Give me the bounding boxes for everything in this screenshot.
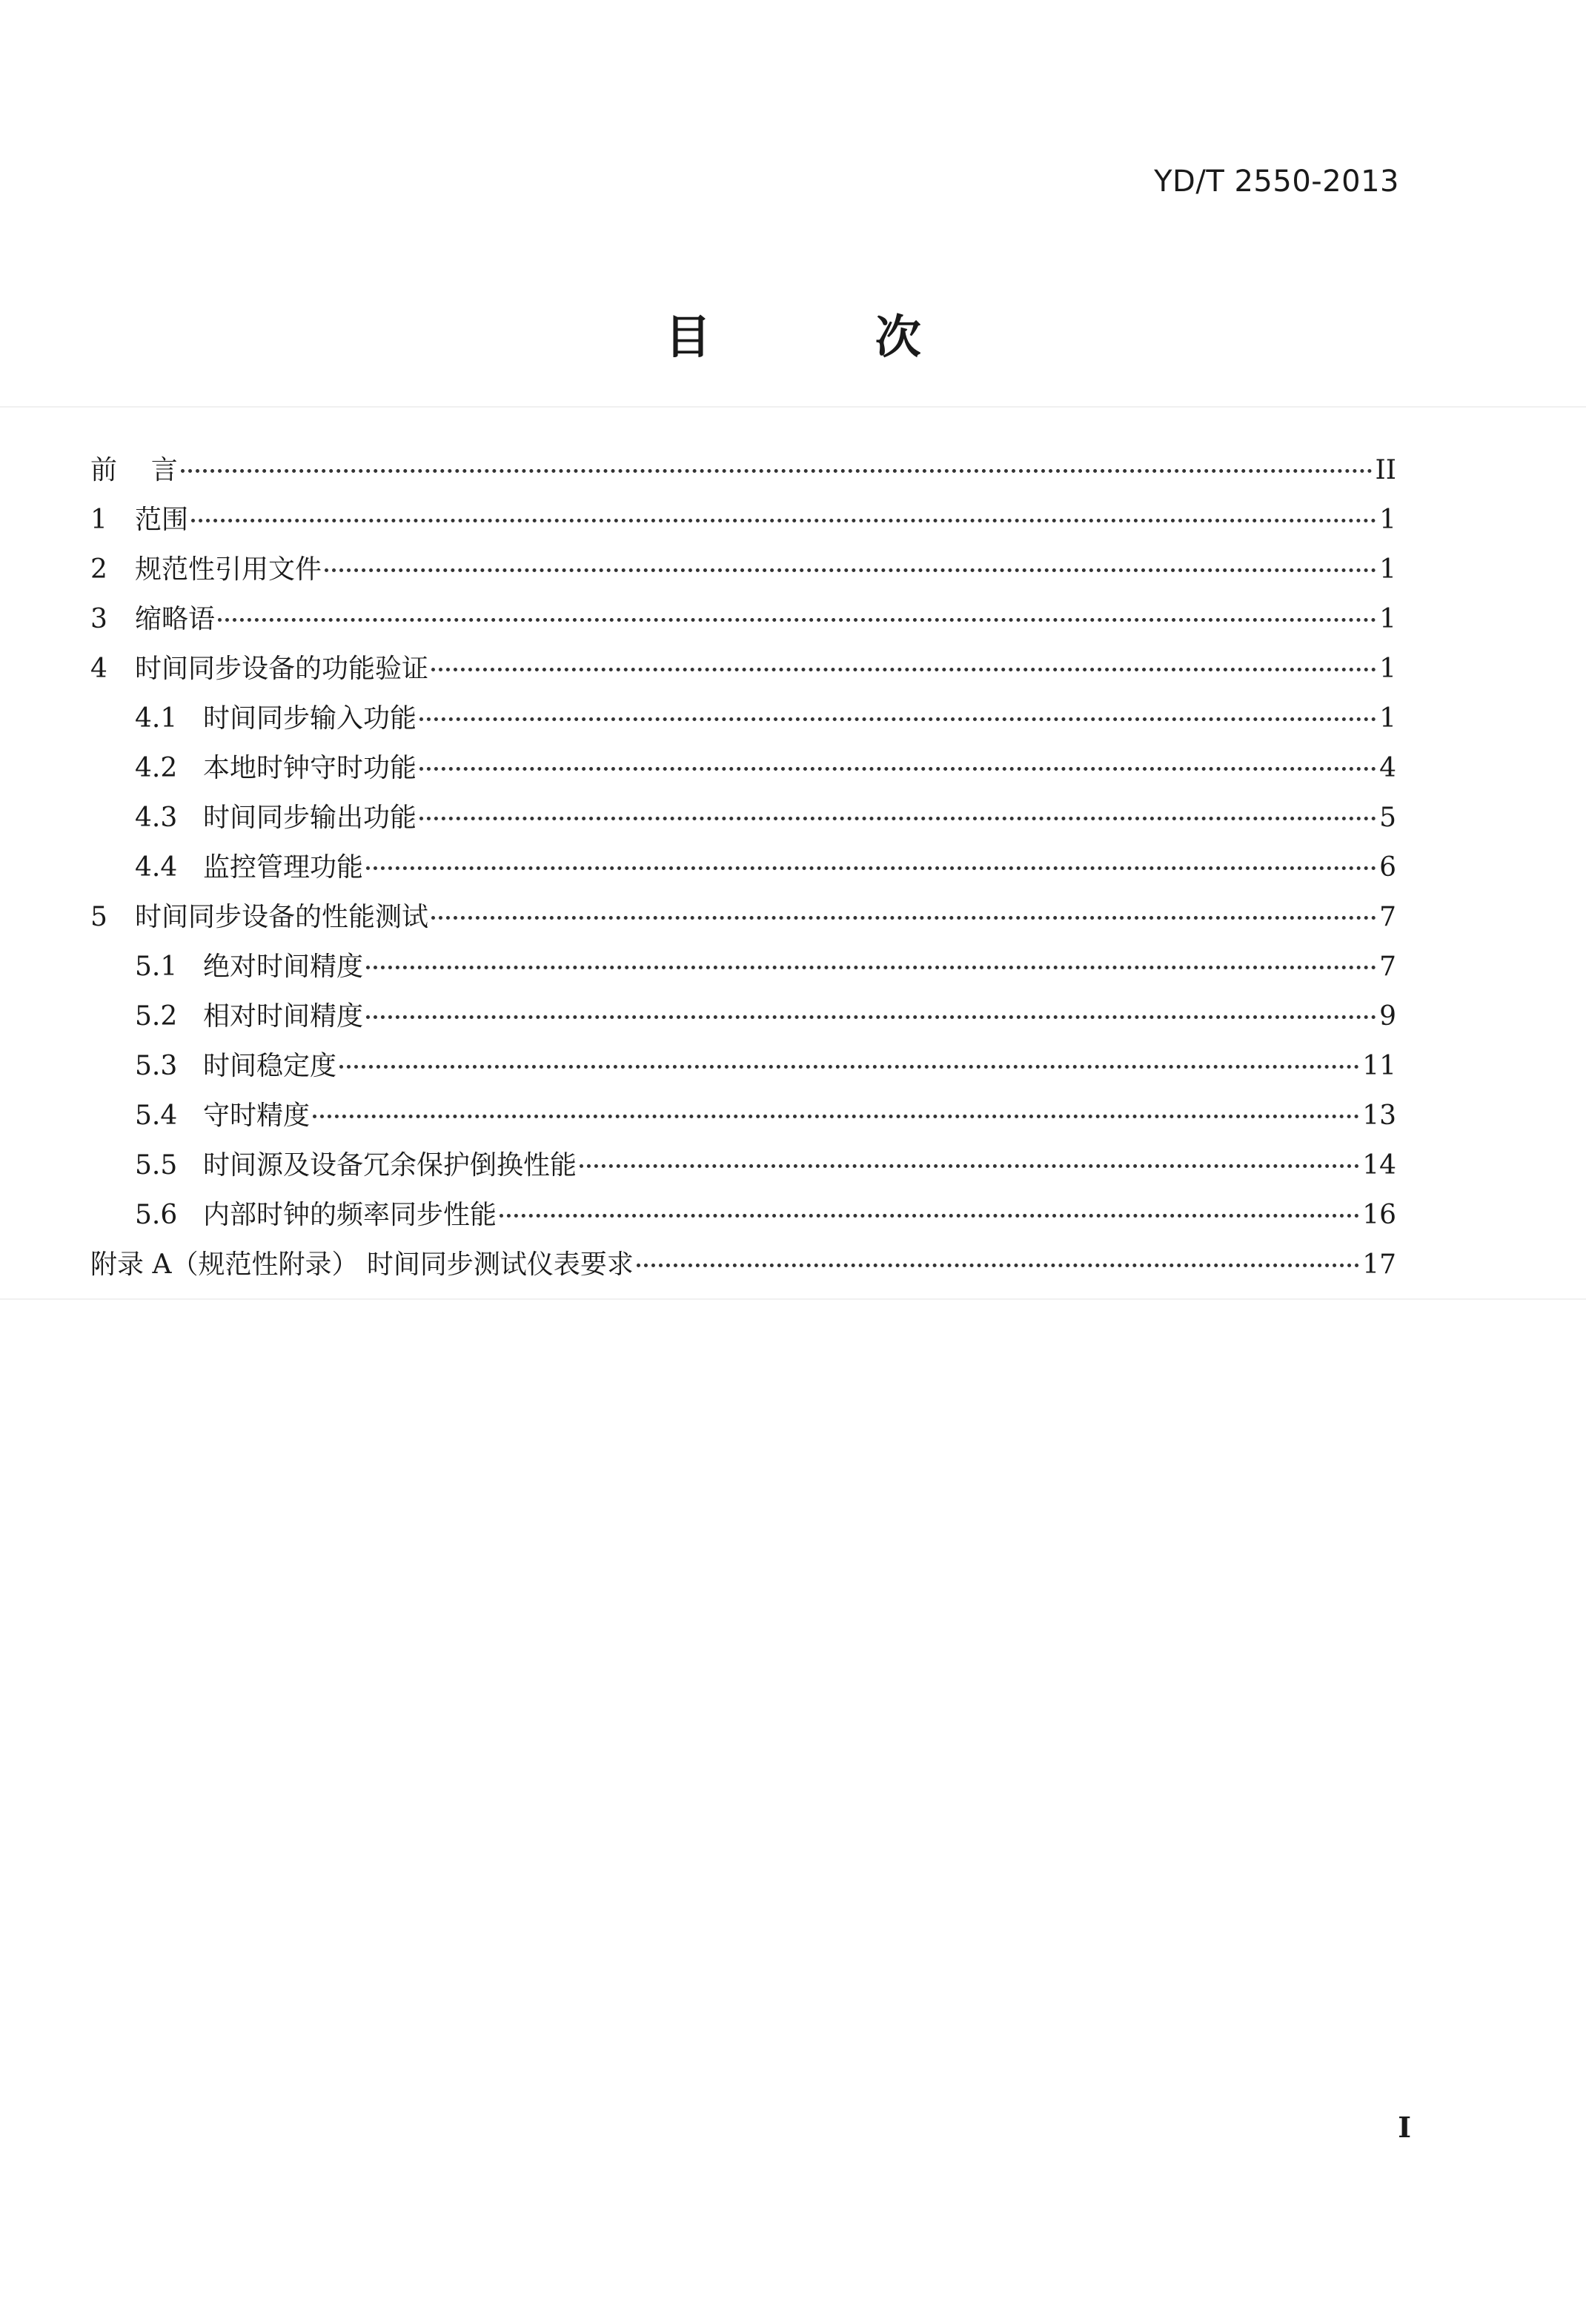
toc-entry-label: 附录 A（规范性附录） 时间同步测试仪表要求: [90, 1249, 634, 1280]
toc-entry[interactable]: [90, 1091, 1396, 1141]
dot-leader: [181, 469, 1373, 473]
toc-entry-page: 1: [1379, 604, 1396, 634]
toc-entry[interactable]: [90, 793, 1396, 843]
document-code: YD/T 2550-2013: [1154, 165, 1399, 199]
toc-entry-label: 时间同步输出功能: [203, 803, 417, 833]
toc-entry-page: 6: [1379, 852, 1396, 883]
toc-entry-page: 1: [1379, 554, 1396, 585]
toc-entry[interactable]: [90, 992, 1396, 1041]
toc-entry[interactable]: [90, 942, 1396, 992]
table-of-contents: [90, 445, 1396, 1289]
toc-entry[interactable]: [90, 1190, 1396, 1240]
toc-entry-label: 监控管理功能: [203, 852, 364, 883]
toc-entry-label: 范围: [135, 505, 189, 535]
toc-entry-page: 1: [1379, 505, 1396, 535]
toc-entry-label: 相对时间精度: [203, 1001, 364, 1032]
toc-entry-number: 4: [90, 654, 107, 684]
toc-entry-label: 时间源及设备冗余保护倒换性能: [203, 1150, 577, 1181]
dot-leader: [419, 767, 1376, 771]
toc-entry-label: 守时精度: [203, 1100, 311, 1131]
toc-entry-page: 4: [1379, 753, 1396, 783]
toc-entry-page: 14: [1362, 1150, 1396, 1181]
toc-entry-page: II: [1375, 455, 1396, 485]
toc-entry-number: 4.4: [135, 852, 178, 883]
dot-leader: [339, 1065, 1359, 1069]
toc-entry[interactable]: [90, 644, 1396, 694]
toc-entry[interactable]: [90, 495, 1396, 545]
toc-entry-number: 5: [90, 902, 107, 932]
toc-entry-page: 16: [1362, 1200, 1396, 1230]
page-title: 目 次: [665, 310, 995, 364]
dot-leader: [366, 1015, 1376, 1019]
dot-leader: [419, 817, 1376, 820]
toc-entry[interactable]: [90, 694, 1396, 743]
page-number: I: [1398, 2111, 1411, 2144]
toc-entry-number: 5.1: [135, 952, 178, 982]
dot-leader: [500, 1214, 1359, 1218]
toc-entry-label: 规范性引用文件: [135, 554, 322, 585]
toc-entry-number: 4.1: [135, 703, 178, 734]
toc-entry-page: 7: [1379, 902, 1396, 932]
toc-entry-label: 内部时钟的频率同步性能: [203, 1200, 497, 1230]
toc-entry-page: 1: [1379, 654, 1396, 684]
toc-entry[interactable]: [90, 1240, 1396, 1289]
toc-entry-label: 缩略语: [135, 604, 216, 634]
toc-entry[interactable]: [90, 843, 1396, 892]
toc-entry-label: 时间稳定度: [203, 1051, 337, 1081]
toc-entry-label: 时间同步输入功能: [203, 703, 417, 734]
toc-entry-number: 5.4: [135, 1100, 178, 1131]
dot-leader: [218, 618, 1376, 622]
toc-entry-number: 4.2: [135, 753, 178, 783]
dot-leader: [191, 519, 1376, 522]
dot-leader: [366, 966, 1376, 969]
toc-entry-label: 时间同步设备的性能测试: [135, 902, 429, 932]
toc-entry-page: 11: [1362, 1051, 1396, 1081]
toc-entry-page: 9: [1379, 1001, 1396, 1032]
toc-entry-page: 13: [1362, 1100, 1396, 1131]
toc-entry[interactable]: [90, 1041, 1396, 1091]
dot-leader: [313, 1115, 1359, 1118]
toc-entry-label: 绝对时间精度: [203, 952, 364, 982]
toc-entry[interactable]: [90, 445, 1396, 495]
toc-entry-label: 本地时钟守时功能: [203, 753, 417, 783]
toc-entry[interactable]: [90, 743, 1396, 793]
toc-entry-number: 2: [90, 554, 107, 585]
toc-entry-number: 5.2: [135, 1001, 178, 1032]
toc-entry-page: 7: [1379, 952, 1396, 982]
toc-entry-number: 4.3: [135, 803, 178, 833]
toc-entry-page: 5: [1379, 803, 1396, 833]
toc-entry-page: 1: [1379, 703, 1396, 734]
toc-entry-number: 5.5: [135, 1150, 178, 1181]
scan-line: [0, 1298, 1586, 1300]
toc-entry[interactable]: [90, 1141, 1396, 1190]
toc-entry-label: 前 言: [90, 455, 178, 485]
dot-leader: [419, 717, 1376, 721]
dot-leader: [366, 866, 1376, 870]
toc-entry-number: 1: [90, 505, 107, 535]
toc-entry-number: 5.6: [135, 1200, 178, 1230]
dot-leader: [637, 1264, 1359, 1267]
toc-entry-number: 3: [90, 604, 107, 634]
toc-entry[interactable]: [90, 594, 1396, 644]
scan-line: [0, 406, 1586, 408]
dot-leader: [580, 1164, 1359, 1168]
dot-leader: [325, 568, 1376, 572]
dot-leader: [431, 916, 1376, 920]
toc-entry-page: 17: [1362, 1249, 1396, 1280]
toc-entry-number: 5.3: [135, 1051, 178, 1081]
dot-leader: [431, 668, 1376, 671]
toc-entry-label: 时间同步设备的功能验证: [135, 654, 429, 684]
toc-entry[interactable]: [90, 892, 1396, 942]
toc-entry[interactable]: [90, 545, 1396, 594]
